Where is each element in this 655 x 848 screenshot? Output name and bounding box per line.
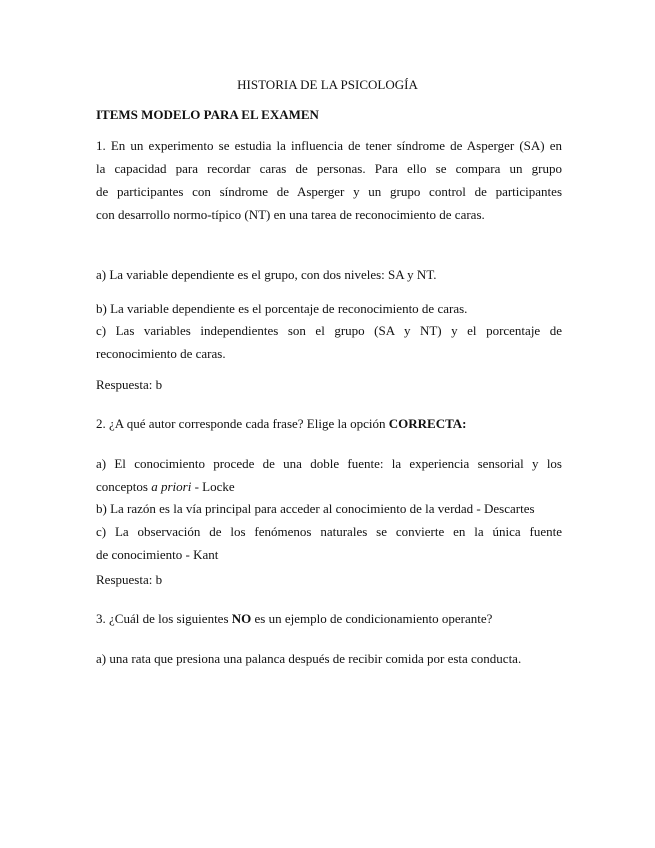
q1-answer: Respuesta: b bbox=[96, 377, 163, 392]
q1-option-c-line-1: c) Las variables independientes son el grupo (SA y NT) y el porcentaje de bbox=[96, 323, 562, 338]
q2-option-a-line-2: conceptos a priori - Locke bbox=[96, 479, 235, 494]
q1-option-c-line-2: reconocimiento de caras. bbox=[96, 346, 226, 361]
q2-answer: Respuesta: b bbox=[96, 572, 163, 587]
q2-option-c-line-2: de conocimiento - Kant bbox=[96, 547, 219, 562]
q2-option-c-line-1: c) La observación de los fenómenos naturales se convierte en la única fuente bbox=[96, 524, 562, 539]
q2-prompt: 2. ¿A qué autor corresponde cada frase? Elige la opción CORRECTA: bbox=[96, 416, 467, 431]
document-subtitle: ITEMS MODELO PARA EL EXAMEN bbox=[96, 107, 319, 122]
q2-option-b: b) La razón es la vía principal para acceder al conocimiento de la verdad - Descartes bbox=[96, 501, 535, 516]
q3-option-a: a) una rata que presiona una palanca después de recibir comida por esta conducta. bbox=[96, 651, 522, 666]
q1-stem-line-2: la capacidad para recordar caras de personas. Para ello se compara un grupo bbox=[96, 161, 562, 176]
q1-stem-line-4: con desarrollo normo-típico (NT) en una tarea de reconocimiento de caras. bbox=[96, 207, 485, 222]
q1-stem-line-3: de participantes con síndrome de Asperger y un grupo control de participantes bbox=[96, 184, 562, 199]
document-title: HISTORIA DE LA PSICOLOGÍA bbox=[237, 77, 418, 92]
q2-option-a-line-1: a) El conocimiento procede de una doble fuente: la experiencia sensorial y los bbox=[96, 456, 562, 471]
q1-stem-line-1: 1. En un experimento se estudia la influencia de tener síndrome de Asperger (SA) en bbox=[96, 138, 562, 153]
q1-option-a: a) La variable dependiente es el grupo, con dos niveles: SA y NT. bbox=[96, 267, 437, 282]
q3-prompt: 3. ¿Cuál de los siguientes NO es un ejemplo de condicionamiento operante? bbox=[96, 611, 493, 626]
q1-option-b: b) La variable dependiente es el porcentaje de reconocimiento de caras. bbox=[96, 301, 468, 316]
